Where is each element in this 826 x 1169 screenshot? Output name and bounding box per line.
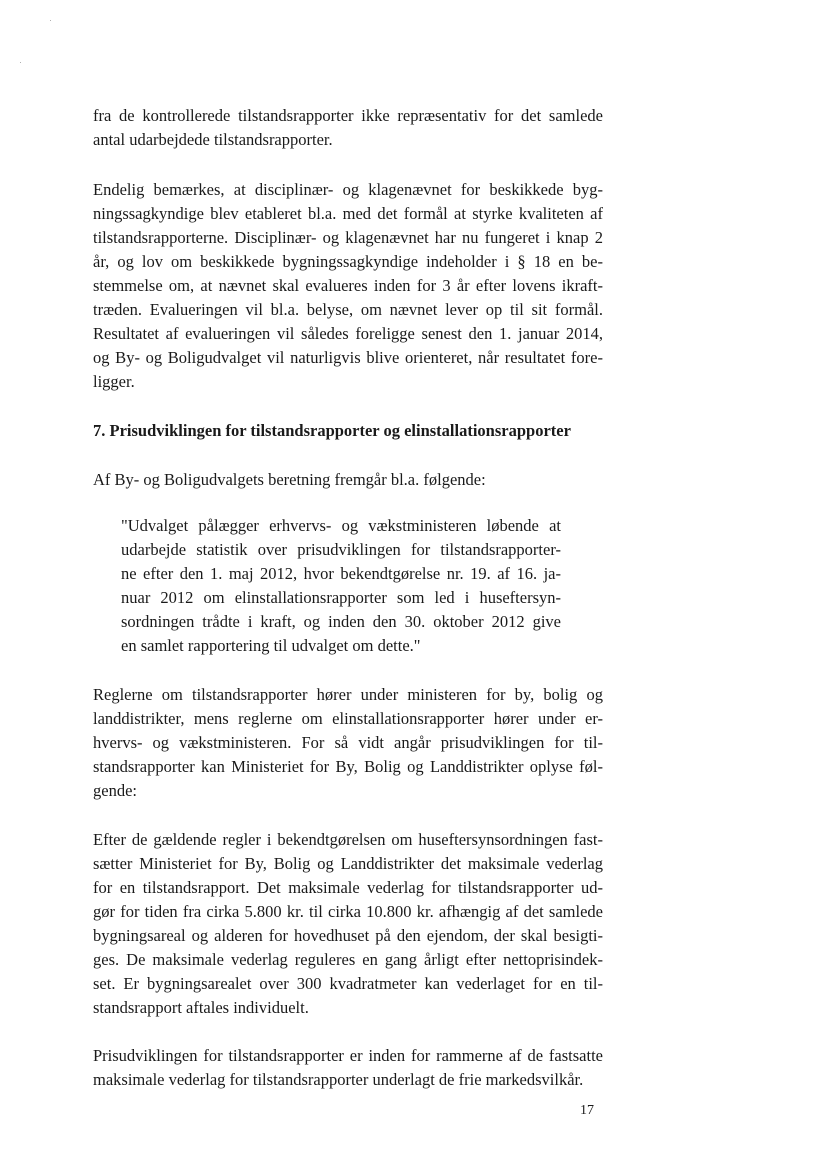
text-line: stemmelse om, at nævnet skal evalueres inden for 3 år efter lovens ikraft- <box>93 276 603 295</box>
text-line: tilstandsrapporterne. Disciplinær- og klagenævnet har nu fungeret i knap 2 <box>93 228 603 247</box>
text-line: set. Er bygningsarealet over 300 kvadratmeter kan vederlaget for en til- <box>93 974 603 993</box>
quote-line: udarbejde statistik over prisudviklingen for tilstandsrapporter- <box>121 540 561 559</box>
text-line: træden. Evalueringen vil bl.a. belyse, om nævnet lever op til sit formål. <box>93 300 603 319</box>
text-line: sætter Ministeriet for By, Bolig og Landdistrikter det maksimale vederlag <box>93 854 603 873</box>
text-line: ligger. <box>93 372 135 391</box>
text-line: bygningsareal og alderen for hovedhuset på den ejendom, der skal besigti- <box>93 926 603 945</box>
text-line: Endelig bemærkes, at disciplinær- og klagenævnet for beskikkede byg- <box>93 180 603 199</box>
text-line: landdistrikter, mens reglerne om elinstallationsrapporter hører under er- <box>93 709 603 728</box>
scan-speck <box>50 20 51 21</box>
text-line: Efter de gældende regler i bekendtgørelsen om huseftersynsordningen fast- <box>93 830 603 849</box>
quote-line: sordningen trådte i kraft, og inden den 30. oktober 2012 give <box>121 612 561 631</box>
intro-text: Af By- og Boligudvalgets beretning fremgår bl.a. følgende: <box>93 470 486 489</box>
text-line: antal udarbejdede tilstandsrapporter. <box>93 130 333 149</box>
text-line: standsrapporter kan Ministeriet for By, Bolig og Landdistrikter oplyse føl- <box>93 757 603 776</box>
text-line: og By- og Boligudvalget vil naturligvis blive orienteret, når resultatet fore- <box>93 348 603 367</box>
section-heading: 7. Prisudviklingen for tilstandsrapporter og elinstallationsrapporter <box>93 421 571 440</box>
quote-line: en samlet rapportering til udvalget om dette." <box>121 636 421 655</box>
text-line: ningssagkyndige blev etableret bl.a. med det formål at styrke kvaliteten af <box>93 204 603 223</box>
text-line: Prisudviklingen for tilstandsrapporter er inden for rammerne af de fastsatte <box>93 1046 603 1065</box>
scan-speck <box>20 62 21 63</box>
text-line: ges. De maksimale vederlag reguleres en gang årligt efter nettoprisindek- <box>93 950 603 969</box>
text-line: for en tilstandsrapport. Det maksimale vederlag for tilstandsrapporter ud- <box>93 878 603 897</box>
text-line: standsrapport aftales individuelt. <box>93 998 309 1017</box>
text-line: Resultatet af evalueringen vil således foreligge senest den 1. januar 2014, <box>93 324 603 343</box>
text-line: Reglerne om tilstandsrapporter hører under ministeren for by, bolig og <box>93 685 603 704</box>
text-line: maksimale vederlag for tilstandsrapporter underlagt de frie markedsvilkår. <box>93 1070 584 1089</box>
quote-line: nuar 2012 om elinstallationsrapporter som led i huseftersyn- <box>121 588 561 607</box>
text-line: gør for tiden fra cirka 5.800 kr. til cirka 10.800 kr. afhængig af det samlede <box>93 902 603 921</box>
quote-line: ne efter den 1. maj 2012, hvor bekendtgørelse nr. 19. af 16. ja- <box>121 564 561 583</box>
text-line: fra de kontrollerede tilstandsrapporter ikke repræsentativ for det samlede <box>93 106 603 125</box>
text-line: år, og lov om beskikkede bygningssagkyndige indeholder i § 18 en be- <box>93 252 603 271</box>
text-line: gende: <box>93 781 137 800</box>
page-number: 17 <box>580 1103 594 1118</box>
quote-line: "Udvalget pålægger erhvervs- og vækstministeren løbende at <box>121 516 561 535</box>
text-line: hvervs- og vækstministeren. For så vidt angår prisudviklingen for til- <box>93 733 603 752</box>
